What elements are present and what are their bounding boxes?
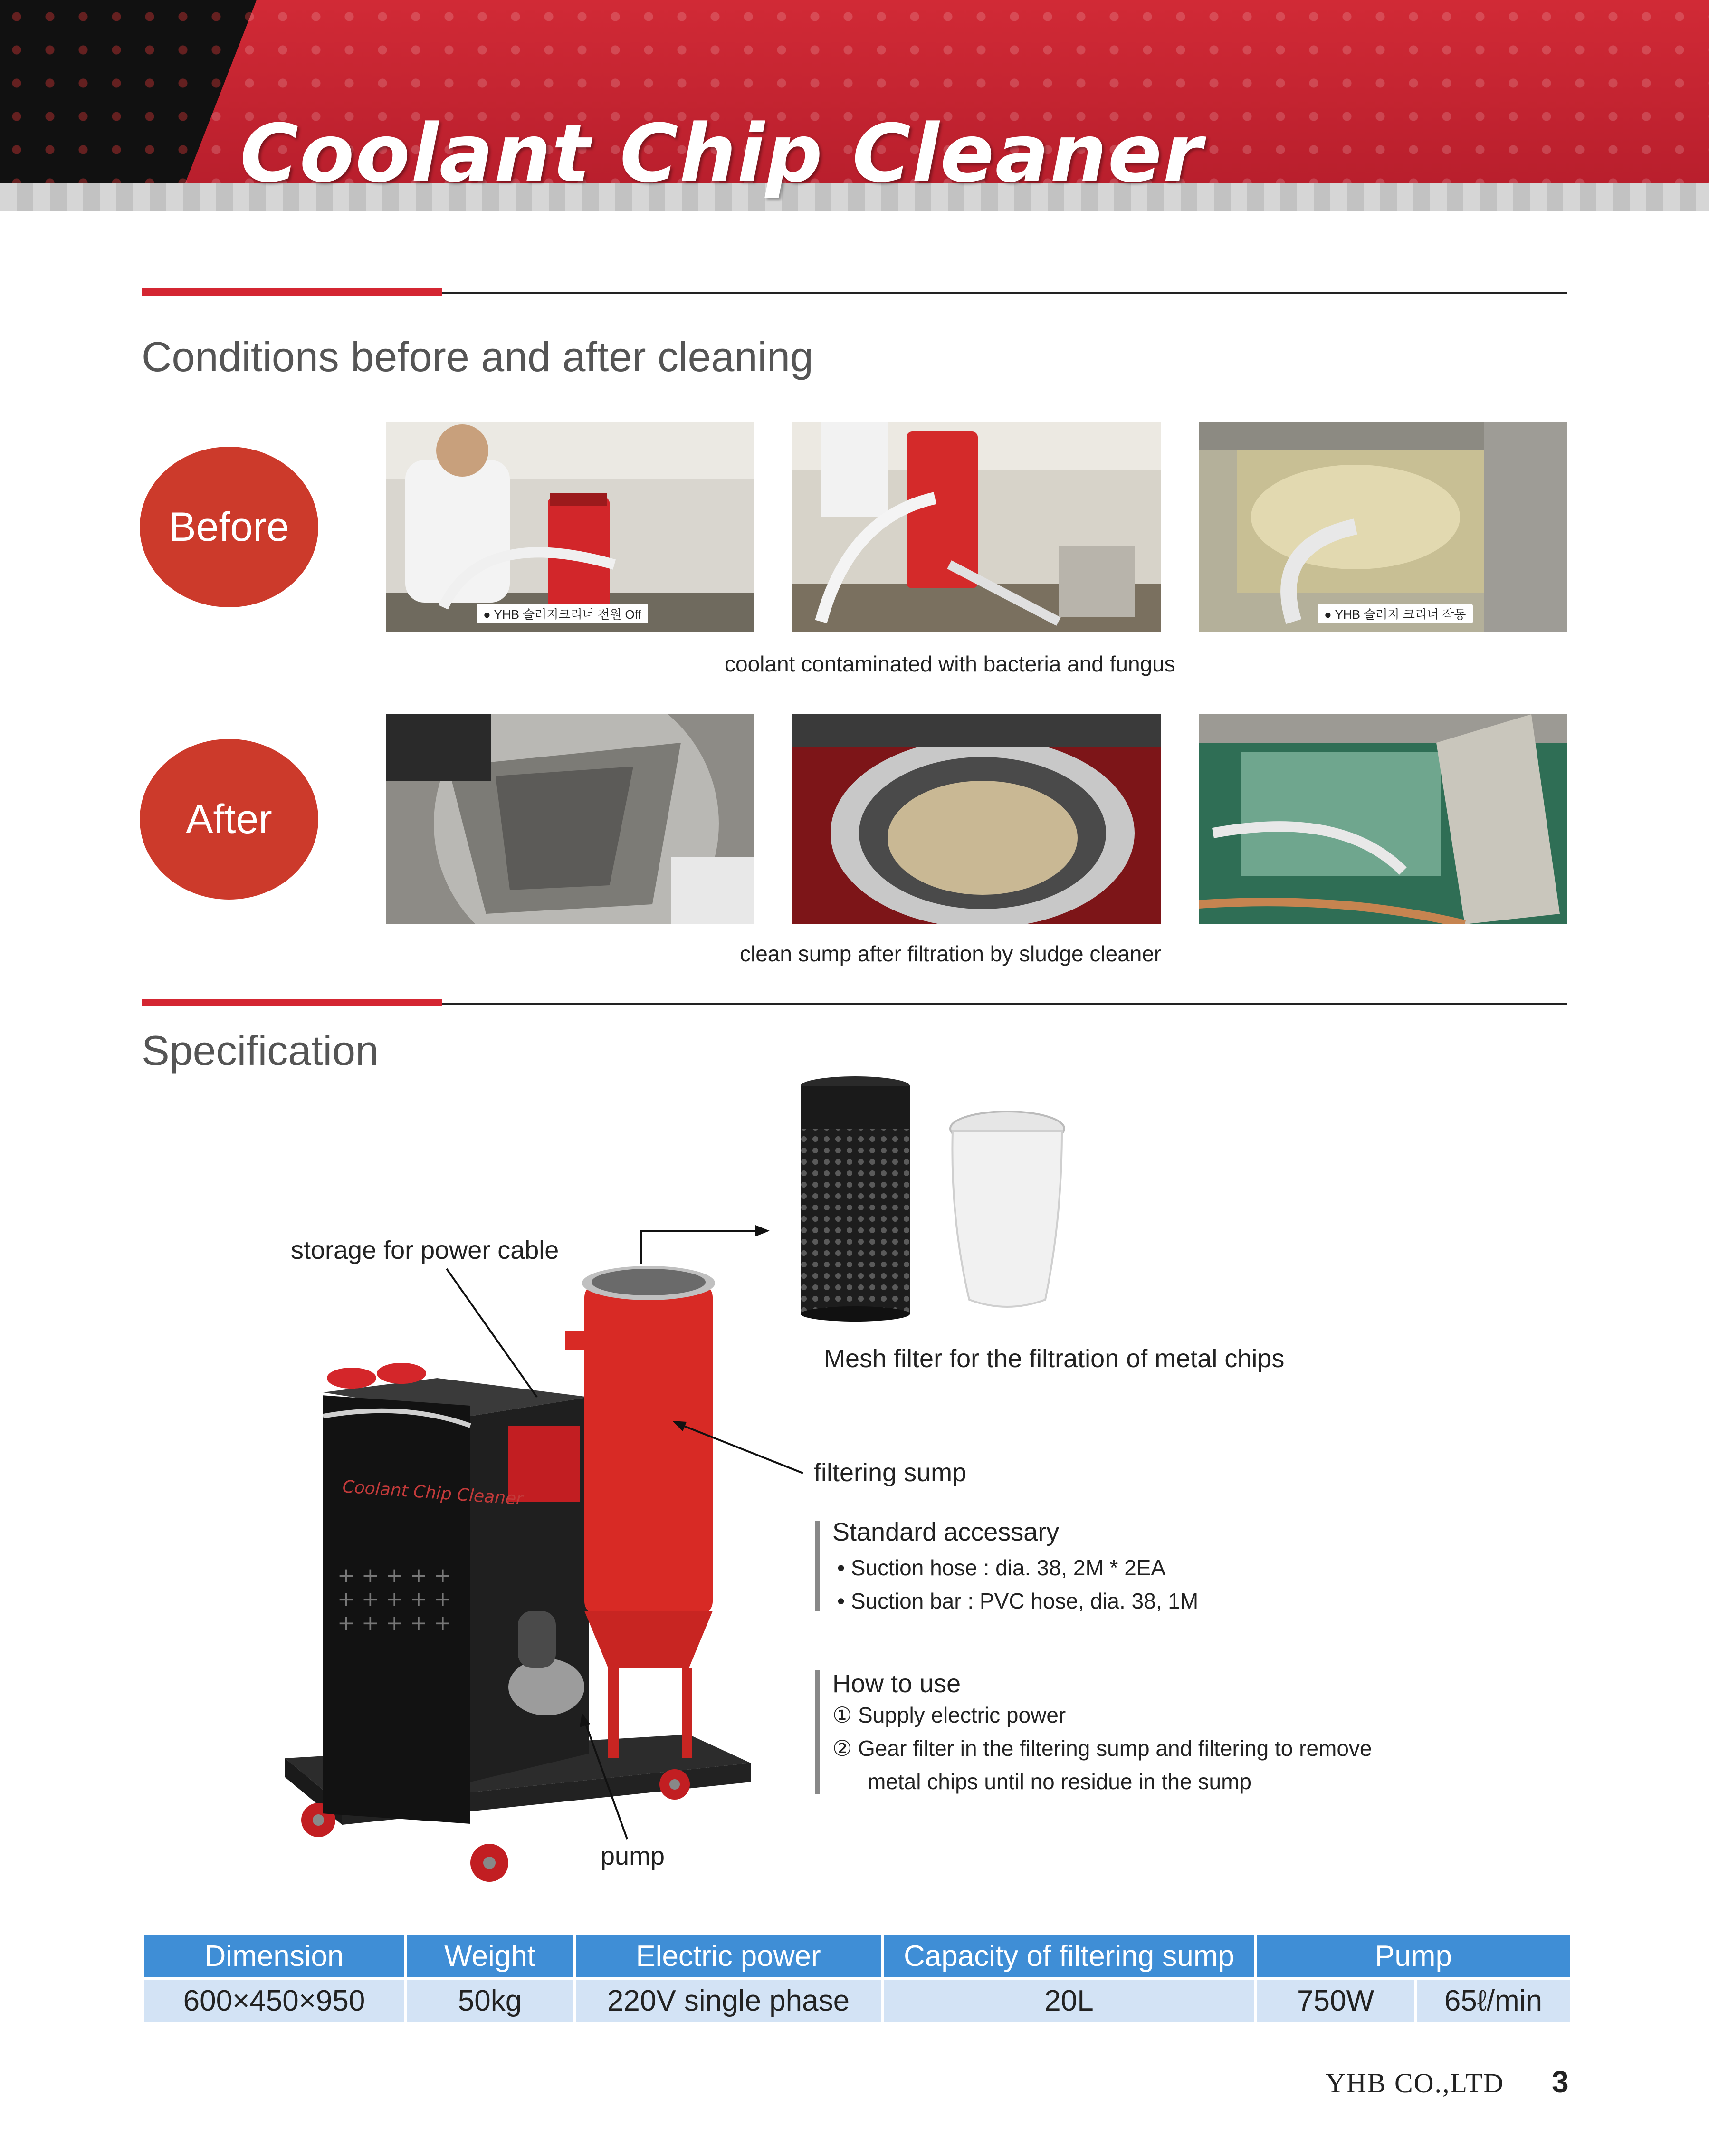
after-badge: After: [140, 739, 318, 900]
how-to-use-step: ② Gear filter in the filtering sump and filtering to remove: [832, 1736, 1372, 1761]
accessory-item: • Suction hose : dia. 38, 2M * 2EA: [837, 1555, 1166, 1580]
how-to-use-bar: [815, 1670, 820, 1794]
photo-tag: ● YHB 슬러지크리너 전원 Off: [477, 604, 648, 623]
photo-tag: ● YHB 슬러지 크리너 작동: [1318, 604, 1473, 623]
header-capacity: Capacity of filtering sump: [884, 1935, 1254, 1977]
header-pump: Pump: [1257, 1935, 1570, 1977]
header-electric-power: Electric power: [576, 1935, 881, 1977]
before-badge: Before: [140, 447, 318, 607]
footer-company: YHB CO.,LTD: [1326, 2068, 1504, 2099]
value-weight: 50kg: [407, 1977, 573, 2022]
value-capacity: 20L: [884, 1977, 1254, 2022]
conditions-section-title: Conditions before and after cleaning: [142, 333, 813, 380]
how-to-use-title: How to use: [832, 1669, 961, 1698]
value-electric-power: 220V single phase: [576, 1977, 881, 2022]
storage-label: storage for power cable: [291, 1236, 559, 1265]
pump-label: pump: [601, 1842, 665, 1870]
page-title: Coolant Chip Cleaner: [240, 107, 1203, 200]
accessory-item: • Suction bar : PVC hose, dia. 38, 1M: [837, 1589, 1199, 1613]
mesh-filter-label: Mesh filter for the filtration of metal chips: [824, 1344, 1285, 1373]
after-caption: clean sump after filtration by sludge cleaner: [740, 941, 1162, 966]
spec-table: [142, 1935, 1573, 2022]
value-dimension: 600×450×950: [144, 1977, 404, 2022]
svg-text:+ + + + +: + + + + +: [337, 1611, 452, 1635]
filtering-sump-label: filtering sump: [814, 1458, 967, 1487]
how-to-use-step: metal chips until no residue in the sump: [868, 1769, 1251, 1794]
before-caption: coolant contaminated with bacteria and fungus: [725, 652, 1175, 676]
page-number: 3: [1552, 2065, 1569, 2099]
accessory-title: Standard accessary: [832, 1518, 1060, 1546]
spec-table-row: [144, 1977, 1570, 2022]
accessory-bar: [815, 1521, 820, 1611]
svg-text:+ + + + +: + + + + +: [337, 1587, 452, 1611]
svg-text:+ + + + +: + + + + +: [337, 1563, 452, 1588]
value-pump-power: 750W: [1257, 1977, 1414, 2022]
value-pump-flow: 65ℓ/min: [1417, 1977, 1570, 2022]
product-body-text: Coolant Chip Cleaner: [342, 1477, 524, 1509]
header-weight: Weight: [407, 1935, 573, 1977]
header-dimension: Dimension: [144, 1935, 404, 1977]
how-to-use-step: ① Supply electric power: [832, 1703, 1066, 1727]
spec-table-header-row: [144, 1935, 1570, 1977]
specification-section-title: Specification: [142, 1027, 379, 1074]
